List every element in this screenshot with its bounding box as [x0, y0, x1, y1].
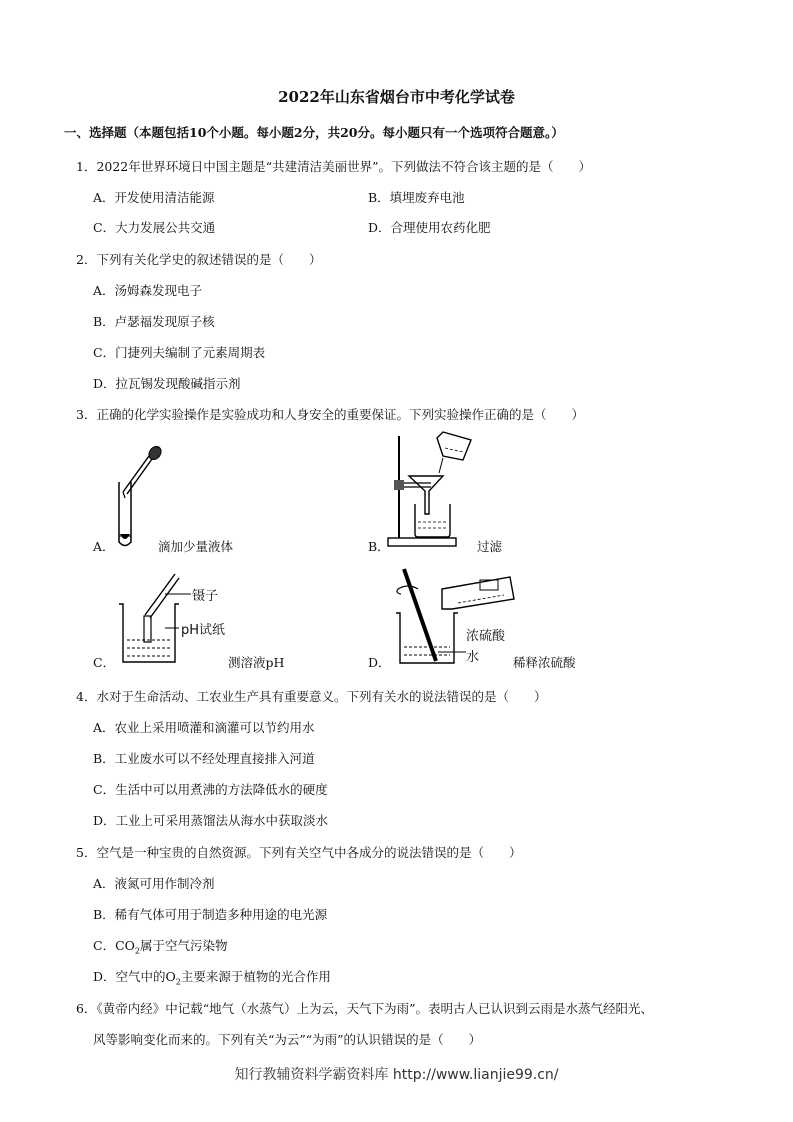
question-5-option-d	[93, 967, 331, 987]
ph-paper-label: pH试纸	[181, 623, 226, 638]
question-1-stem: 1．2022年世界环境日中国主题是“共建清洁美丽世界”。下列做法不符合该主题的是（ ）	[76, 159, 592, 174]
question-5-option-a: A．液氮可用作制冷剂	[93, 876, 215, 891]
question-5-option-b: B．稀有气体可用于制造多种用途的电光源	[93, 907, 328, 922]
question-4-option-d: D．工业上可采用蒸馏法从海水中获取淡水	[93, 813, 329, 828]
option-c-letter: C．	[93, 655, 116, 670]
question-2-stem: 2．下列有关化学史的叙述错误的是（ ）	[76, 252, 322, 267]
option-d-letter: D．	[368, 655, 391, 670]
water-label: 水	[466, 650, 480, 665]
question-4-option-a: A．农业上采用喷灌和滴灌可以节约用水	[93, 720, 315, 735]
question-2-option-a: A．汤姆森发现电子	[93, 283, 203, 298]
option-d-caption: 稀释浓硫酸	[513, 655, 576, 670]
question-1-option-a: A．开发使用清洁能源	[93, 190, 215, 205]
page-title: 2022年山东省烟台市中考化学试卷	[278, 88, 515, 106]
question-4-option-c: C．生活中可以用煮沸的方法降低水的硬度	[93, 782, 328, 797]
question-3-stem: 3．正确的化学实验操作是实验成功和人身安全的重要保证。下列实验操作正确的是（ ）	[76, 407, 584, 422]
option-a-caption: 滴加少量液体	[158, 539, 234, 554]
question-5-option-d-suffix: 主要来源于植物的光合作用	[180, 969, 331, 984]
question-5-option-c-prefix: C．CO	[93, 938, 135, 953]
question-5-option-c-subscript: 2	[134, 946, 140, 956]
question-2-option-d: D．拉瓦锡发现酸碱指示剂	[93, 376, 241, 391]
question-5-stem: 5．空气是一种宝贵的自然资源。下列有关空气中各成分的说法错误的是（ ）	[76, 845, 522, 860]
question-5-option-c-suffix: 属于空气污染物	[139, 938, 228, 953]
question-1-option-d: D．合理使用农药化肥	[368, 220, 491, 235]
question-4-stem: 4．水对于生命活动、工农业生产具有重要意义。下列有关水的说法错误的是（ ）	[76, 689, 547, 704]
filtration-figure	[385, 428, 485, 552]
question-5-option-d-subscript: 2	[175, 977, 181, 987]
question-5-option-d-prefix: D．空气中的O	[93, 969, 176, 984]
question-2-option-c: C．门捷列夫编制了元素周期表	[93, 345, 266, 360]
question-4-option-b: B．工业废水可以不经处理直接排入河道	[93, 751, 315, 766]
question-1-option-c: C．大力发展公共交通	[93, 220, 216, 235]
water-leader-line	[438, 640, 468, 660]
question-6-stem-line-2: 风等影响变化而来的。下列有关“为云”“为雨”的认识错误的是（ ）	[93, 1032, 482, 1047]
acid-label: 浓硫酸	[466, 629, 506, 644]
question-1-option-b: B．填埋废弃电池	[368, 190, 465, 205]
option-b-letter: B．	[368, 539, 390, 554]
option-b-caption: 过滤	[477, 539, 503, 554]
option-a-letter: A．	[93, 539, 115, 554]
question-5-option-c	[93, 936, 228, 956]
question-2-option-b: B．卢瑟福发现原子核	[93, 314, 215, 329]
dropper-test-tube-figure	[104, 446, 164, 551]
footer-watermark: 知行教辅资料学霸资料库 http://www.lianjie99.cn/	[234, 1067, 559, 1083]
tweezers-label: 镊子	[192, 589, 219, 604]
option-c-caption: 测溶液pH	[228, 655, 285, 670]
question-6-stem-line-1: 6．《黄帝内经》中记载“地气（水蒸气）上为云，天气下为雨”。表明古人已认识到云雨是水蒸气经阳光、	[76, 1001, 653, 1016]
section-heading: 一、选择题（本题包括10个小题。每小题2分，共20分。每小题只有一个选项符合题意。）	[64, 125, 564, 140]
